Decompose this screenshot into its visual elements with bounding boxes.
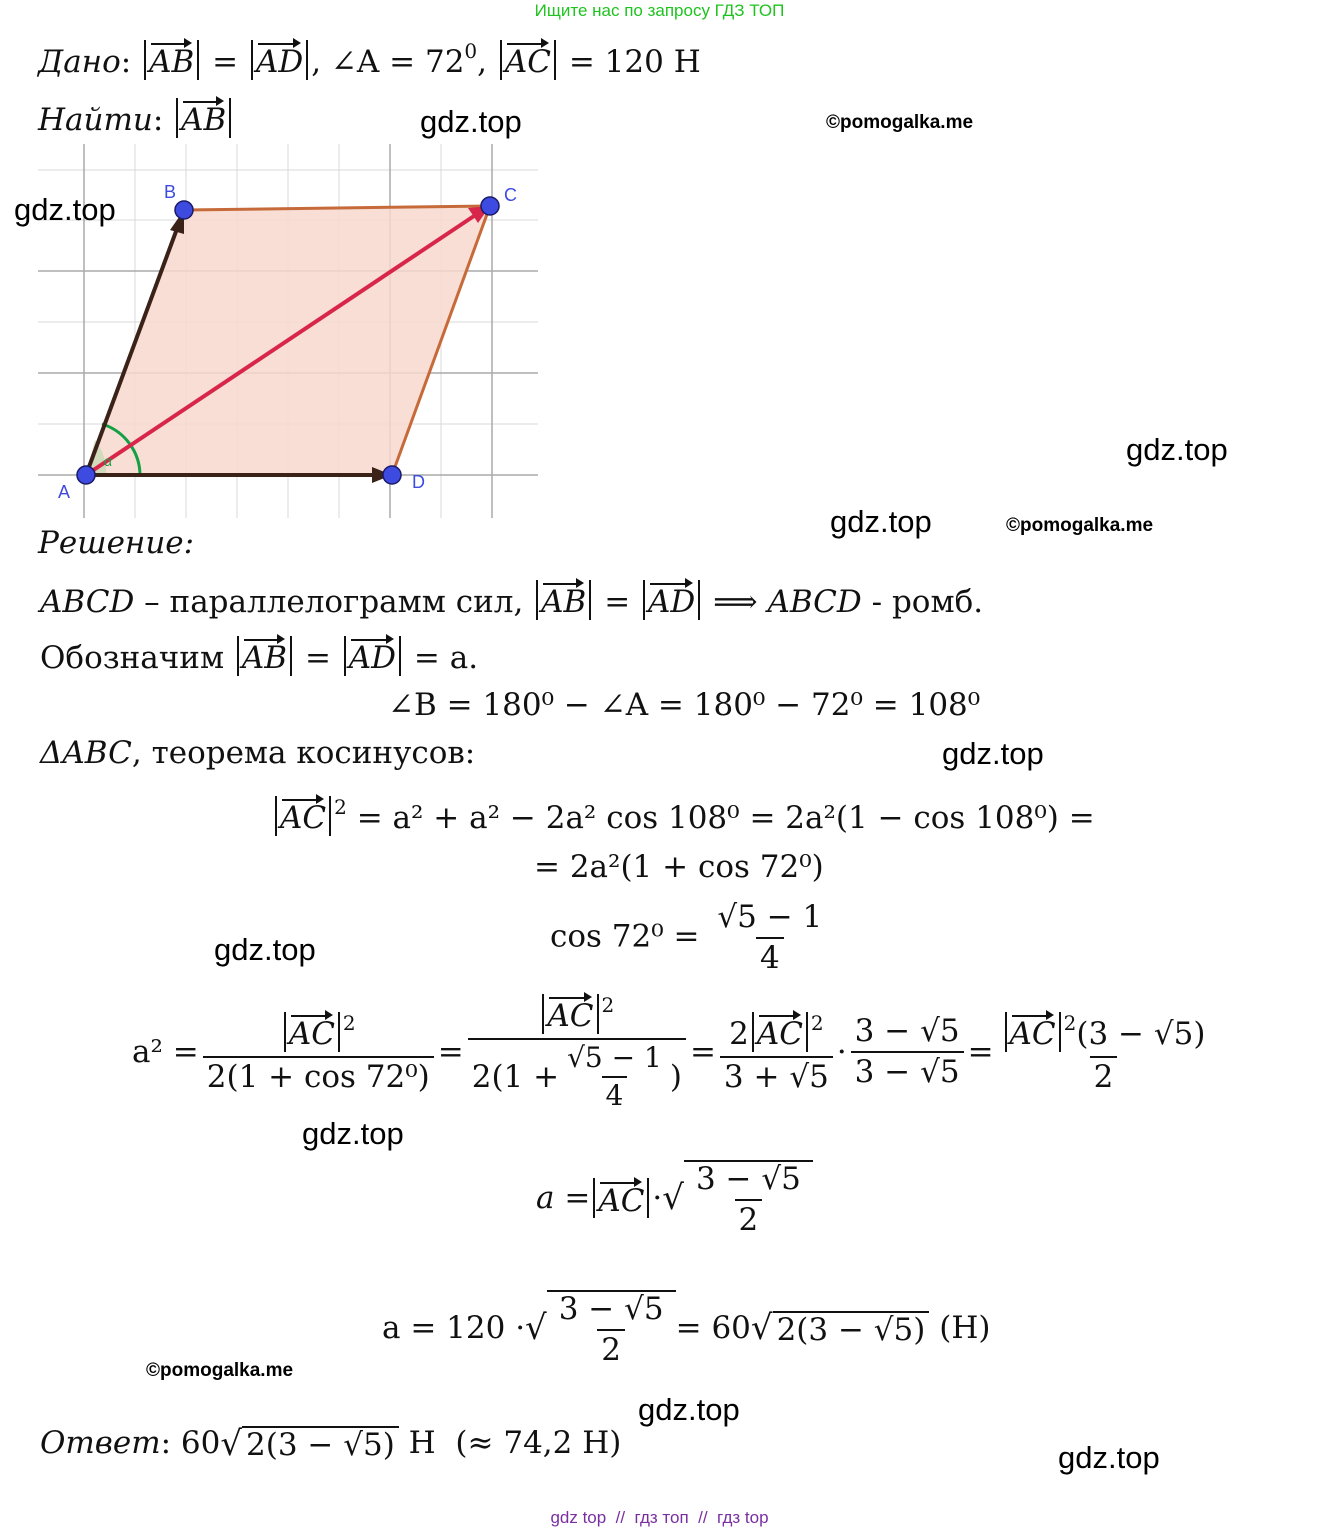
label-d: D [412,472,425,492]
watermark-gdz: gdz.top [942,736,1044,771]
given-label: Дано [38,44,121,80]
vector-ab: AB [149,41,194,78]
bottom-banner: gdz top // гдз топ // гдз top [550,1508,769,1527]
label-a: A [58,482,71,502]
angle-b-equation: ∠B = 180⁰ − ∠A = 180⁰ − 72⁰ = 108⁰ [388,687,981,723]
solution-label: Решение: [38,525,195,561]
watermark-gdz: gdz.top [638,1392,740,1427]
given-line: Дано: AB = AD , ∠A = $72^0$, AC = 120 Н [38,39,701,80]
given-value: = 120 Н [568,44,701,80]
watermark-gdz: gdz.top [302,1116,404,1151]
cosine-equation-1: AC $^2$ = a² + a² − 2a² cos 108⁰ = 2a²(1 − cos 108⁰) = [272,796,1095,836]
solution-line1: ABCD – параллелограмм сил, AB = AD ⟹ ABCD - ромб. [40,580,983,620]
a-value: a = 120 · √ $\frac{3 - √5}{2}$ = 60 √ 2(3 − √5) (Н) [382,1291,991,1368]
a-squared-chain: a² = $\frac{AC ^2}{\text{2(1 + cos 72⁰)}}$ = AC $^2$ 2(1 + $\frac{√5 - 1}{4}$ ) = $\frac{2 AC ^2}{3 + √5}$ · $\frac{3 - √5}{3 - √5}$ = $\frac{AC ^2(3 - √5)}{2}$ [132,993,1206,1112]
cos72-equation: cos 72⁰ = $\frac{√5 - 1}{4}$ [550,899,823,976]
triangle-line: ΔABC, теорема косинусов: [40,735,476,771]
a-formula: a = AC · √ $\frac{3 - √5}{2}$ [536,1160,813,1236]
given-angle: ∠A = 72 [330,44,465,80]
find-label: Найти [38,102,153,138]
label-b: B [164,182,177,202]
find-line: Найти: AB [38,98,234,138]
label-c: C [504,185,517,205]
point-b [175,201,193,219]
top-banner: Ищите нас по запросу ГДЗ ТОП [534,1,785,20]
vector-ab-find: AB [181,99,226,136]
watermark-pomogalka: ©pomogalka.me [146,1360,294,1381]
angle-label: α [104,453,113,469]
watermark-gdz: gdz.top [214,932,316,967]
solution-line2: Обозначим AB = AD = a. [40,636,478,676]
watermark-gdz: gdz.top [1126,432,1228,467]
point-c [481,197,499,215]
point-a [77,466,95,484]
watermark-gdz: gdz.top [420,104,522,139]
point-d [383,466,401,484]
watermark-gdz: gdz.top [14,192,116,227]
cosine-equation-2: = 2a²(1 + cos 72⁰) [534,849,824,885]
vector-ac: AC [505,41,551,78]
watermark-pomogalka: ©pomogalka.me [826,112,974,133]
answer-line: Ответ : 60 √ 2(3 − √5) Н (≈ 74,2 Н) [40,1423,622,1464]
watermark-pomogalka: ©pomogalka.me [1006,515,1154,536]
watermark-gdz: gdz.top [830,504,932,539]
vector-ad: AD [256,41,303,78]
watermark-gdz: gdz.top [1058,1440,1160,1475]
